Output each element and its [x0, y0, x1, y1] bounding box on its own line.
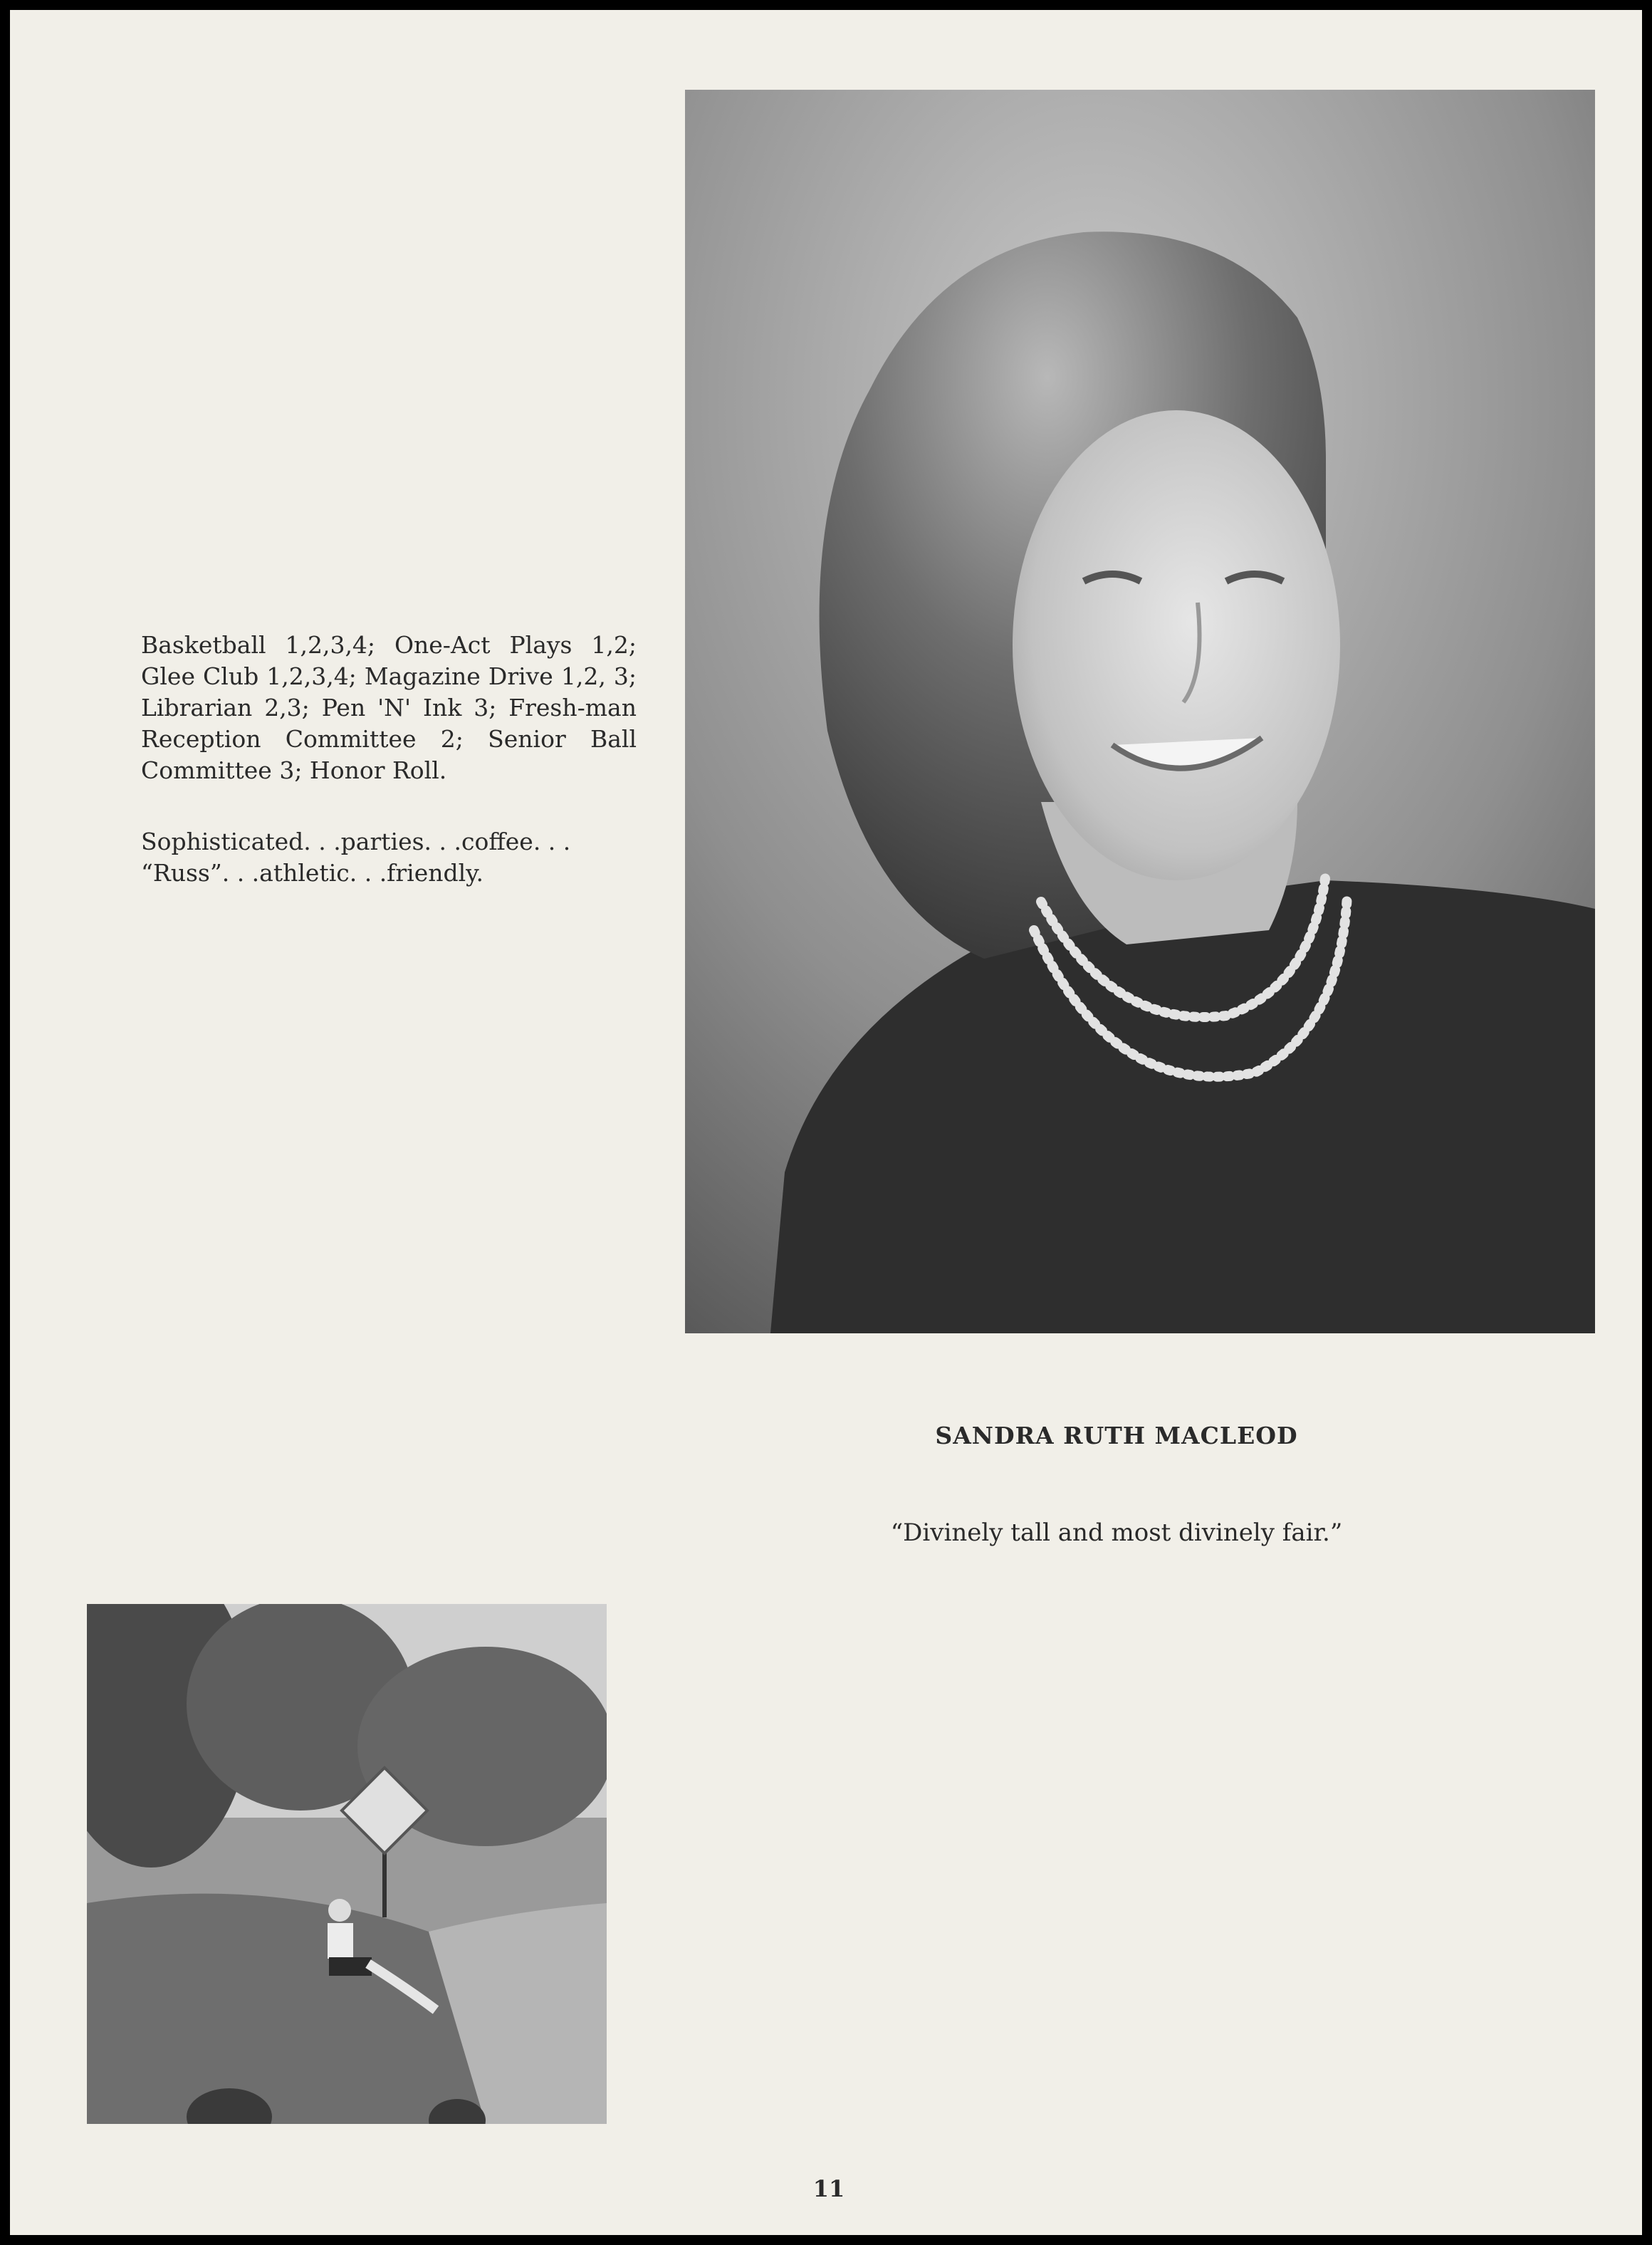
yearbook-page: [10, 10, 1642, 2235]
candid-snapshot-photo: [87, 1604, 607, 2124]
activities-list: Basketball 1,2,3,4; One-Act Plays 1,2; Glee Club 1,2,3,4; Magazine Drive 1,2, 3; Librarian 2,3; Pen 'N' Ink 3; Fresh-man Reception Committee 2; Senior Ball Committee 3; Honor Roll.: [141, 631, 637, 784]
snapshot-image: [87, 1604, 607, 2124]
traits-line-1: Sophisticated. . .parties. . .coffee. . .: [141, 828, 571, 855]
senior-quote: “Divinely tall and most divinely fair.”: [890, 1519, 1343, 1547]
student-name: SANDRA RUTH MACLEOD: [935, 1422, 1298, 1449]
senior-portrait-photo: [685, 90, 1595, 1333]
traits-line-2: “Russ”. . .athletic. . .friendly.: [141, 859, 483, 887]
personality-traits: [141, 826, 637, 889]
portrait-image: [685, 90, 1595, 1333]
page-number: 11: [812, 2175, 845, 2202]
